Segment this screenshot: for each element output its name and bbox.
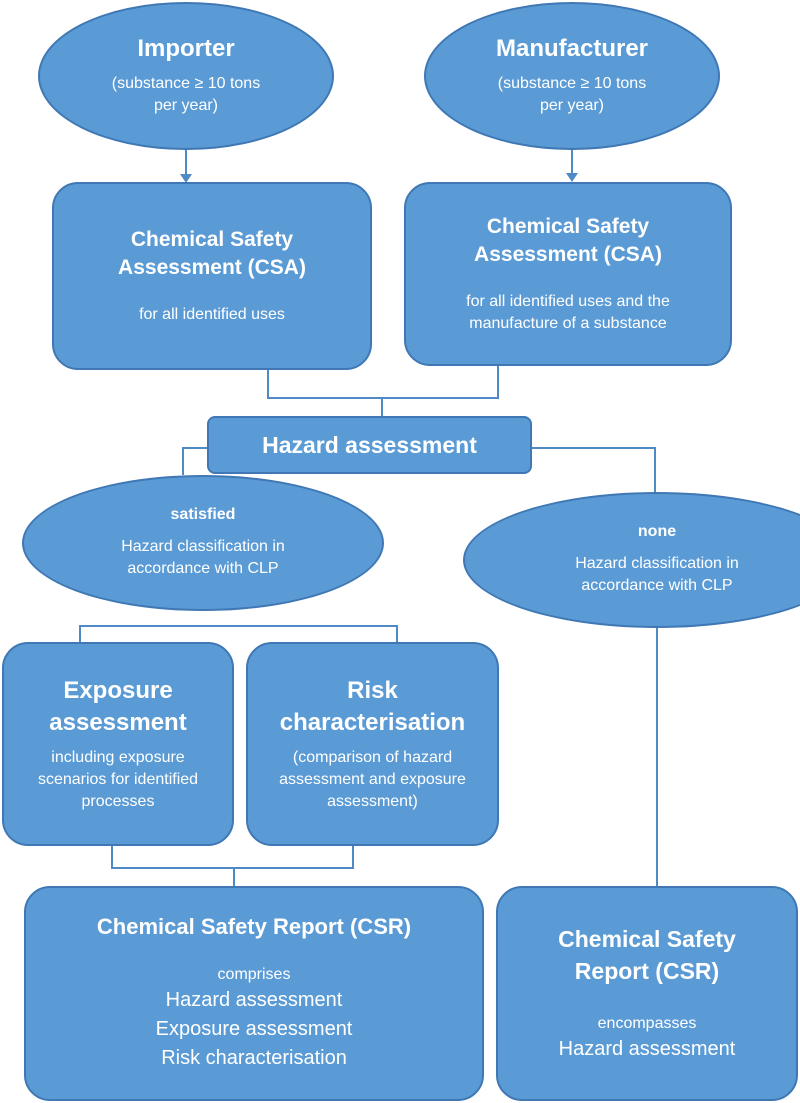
exposure-title-1: Exposure xyxy=(63,677,173,704)
csr-short-item: Hazard assessment xyxy=(558,1038,736,1060)
risk-title-1: Risk xyxy=(347,677,398,704)
connector-hazard-to-none xyxy=(532,448,655,492)
manufacturer-ellipse xyxy=(424,2,720,150)
risk-desc-3: assessment) xyxy=(327,793,418,810)
hazard-assessment-box xyxy=(207,416,532,474)
csa-importer-title-1: Chemical Safety xyxy=(130,228,294,251)
csr-short-title-2: Report (CSR) xyxy=(574,958,720,984)
csa-manufacturer-desc-2: manufacture of a substance xyxy=(469,315,667,332)
none-title: none xyxy=(637,523,677,540)
exposure-desc-1: including exposure xyxy=(51,749,185,766)
exposure-desc-2: scenarios for identified xyxy=(37,771,199,788)
satisfied-ellipse xyxy=(22,475,384,611)
risk-characterisation-box xyxy=(246,642,499,846)
connector-satisfied-to-assessments xyxy=(80,626,397,642)
none-line-2: accordance with CLP xyxy=(581,577,733,594)
connector-assessments-to-csr xyxy=(112,846,353,868)
csa-importer-title-2: Assessment (CSA) xyxy=(118,256,306,279)
csa-manufacturer-box xyxy=(404,182,732,366)
csr-short-intro: encompasses xyxy=(597,1015,697,1032)
connector-csa-to-hazard xyxy=(268,366,498,398)
manufacturer-line-1: (substance ≥ 10 tons xyxy=(497,75,647,92)
csr-full-item-risk: Risk characterisation xyxy=(161,1047,347,1069)
exposure-title-2: assessment xyxy=(49,709,187,736)
connector-hazard-to-satisfied xyxy=(183,448,207,475)
risk-title-2: characterisation xyxy=(279,709,466,736)
importer-title: Importer xyxy=(137,35,235,62)
csa-importer-box xyxy=(52,182,372,370)
csr-short-title-1: Chemical Safety xyxy=(558,926,736,952)
satisfied-title: satisfied xyxy=(170,506,236,523)
csa-importer-desc: for all identified uses xyxy=(139,306,285,323)
csa-manufacturer-title-1: Chemical Safety xyxy=(486,215,650,238)
importer-ellipse xyxy=(38,2,334,150)
satisfied-line-2: accordance with CLP xyxy=(127,560,279,577)
csa-manufacturer-title-2: Assessment (CSA) xyxy=(474,243,662,266)
arrowhead-manufacturer xyxy=(566,173,578,182)
exposure-assessment-box xyxy=(2,642,234,846)
csa-manufacturer-desc-1: for all identified uses and the xyxy=(466,293,670,310)
satisfied-line-1: Hazard classification in xyxy=(121,538,285,555)
importer-line-2: per year) xyxy=(153,97,219,114)
manufacturer-line-2: per year) xyxy=(539,97,605,114)
csr-full-title: Chemical Safety Report (CSR) xyxy=(96,914,412,939)
hazard-assessment-title: Hazard assessment xyxy=(262,431,477,458)
csr-full-item-exposure: Exposure assessment xyxy=(155,1018,353,1040)
csr-short-box xyxy=(496,886,798,1101)
risk-desc-2: assessment and exposure xyxy=(279,771,466,788)
csr-full-item-hazard: Hazard assessment xyxy=(165,989,343,1011)
risk-desc-1: (comparison of hazard xyxy=(292,749,453,766)
csr-full-box xyxy=(24,886,484,1101)
exposure-desc-3: processes xyxy=(81,793,155,810)
manufacturer-title: Manufacturer xyxy=(495,35,649,62)
importer-line-1: (substance ≥ 10 tons xyxy=(111,75,261,92)
csr-full-intro: comprises xyxy=(217,966,291,983)
none-line-1: Hazard classification in xyxy=(575,555,739,572)
